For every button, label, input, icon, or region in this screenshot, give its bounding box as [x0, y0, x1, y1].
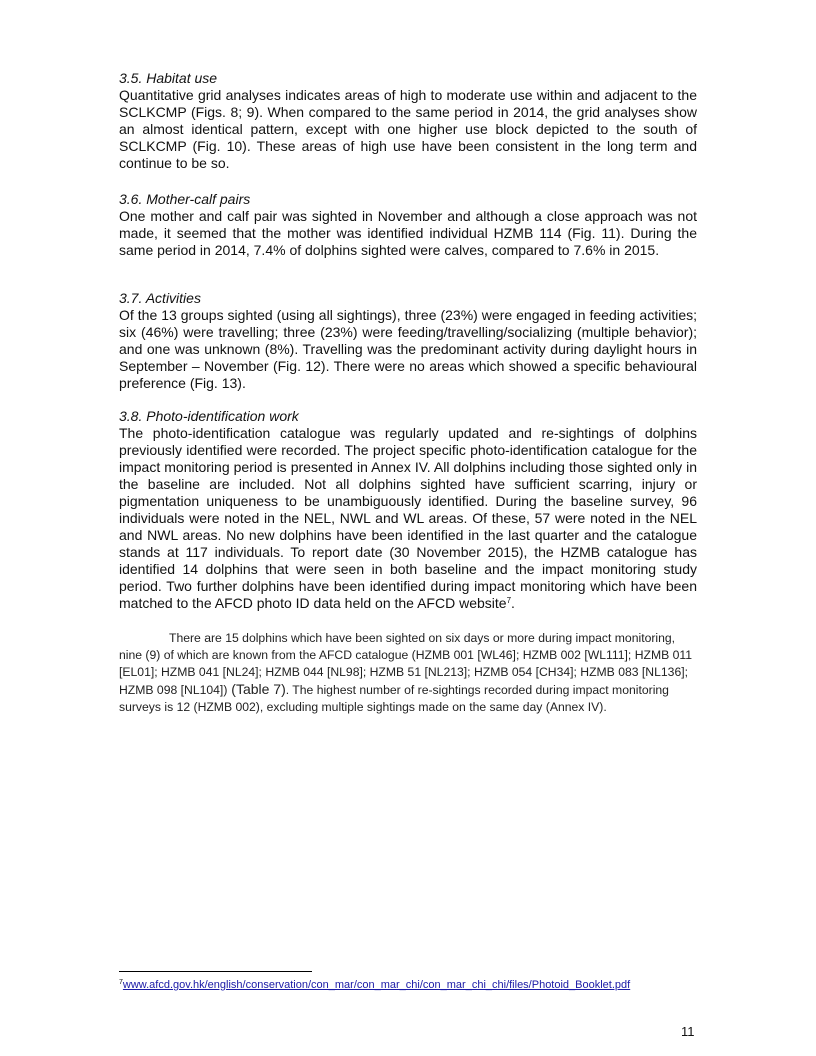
section-body: Quantitative grid analyses indicates areas of high to moderate use within and adjacent to the SCLKCMP (Figs. 8; 9). When compared to the same period in 2014, the grid analyses show an almost identical pattern, except with one higher use block depicted to the south of SCLKCMP (Fig. 10). These areas of high use have been consistent in the long term and continue to be so.	[119, 87, 697, 171]
section-body-end: .	[511, 595, 515, 611]
page-number: 11	[681, 1024, 695, 1039]
section-heading: 3.5. Habitat use	[119, 70, 218, 86]
section-mother-calf-pairs	[119, 191, 697, 259]
footnote	[119, 978, 719, 992]
footnote-divider	[119, 971, 312, 972]
section-activities	[119, 290, 697, 392]
section-body	[119, 425, 697, 612]
footnote-link[interactable]: www.afcd.gov.hk/english/conservation/con_mar/con_mar_chi/con_mar_chi_chi/files/Photoid_Booklet.pdf	[122, 979, 631, 991]
footnote-reference[interactable]: 7	[506, 596, 512, 605]
section-body: Of the 13 groups sighted (using all sightings), three (23%) were engaged in feeding activities; six (46%) were travelling; three (23%) were feeding/travelling/socializing (multiple behavior); and one was unknown (8%). Travelling was the predominant activity during daylight hours in September – November (Fig. 12). There were no areas which showed a specific behavioural preference (Fig. 13).	[119, 307, 697, 391]
photo-id-continuation	[119, 630, 697, 716]
section-heading: 3.7. Activities	[119, 290, 201, 306]
continuation-text-part2: . The highest number of re-sightings recorded during impact monitoring surveys is 12 (HZMB 002), excluding multiple sightings made on the same day (Annex IV).	[119, 683, 669, 714]
section-photo-identification	[119, 408, 697, 612]
section-heading: 3.6. Mother-calf pairs	[119, 191, 251, 207]
section-heading: 3.8. Photo-identification work	[119, 408, 299, 424]
continuation-paragraph	[119, 630, 697, 716]
continuation-text-part1: There are 15 dolphins which have been sighted on six days or more during impact monitoring, nine (9) of which are known from the AFCD catalogue (HZMB 001 [WL46]; HZMB 002 [WL111]; HZMB 011 [EL01]; HZMB 041 [NL24]; HZMB 044 [NL98]; HZMB 51 [NL213]; HZMB 054 [CH34]; HZMB 083 [NL136]; HZMB 098 [NL104])	[119, 631, 693, 697]
section-habitat-use	[119, 70, 697, 172]
footnote-number: 7	[119, 979, 123, 986]
section-body: One mother and calf pair was sighted in November and although a close approach was not made, it seemed that the mother was identified individual HZMB 114 (Fig. 11). During the same period in 2014, 7.4% of dolphins sighted were calves, compared to 7.6% in 2015.	[119, 208, 697, 258]
section-body-text: The photo-identification catalogue was regularly updated and re-sightings of dolphins previously identified were recorded. The project specific photo-identification catalogue for the impact monitoring period is presented in Annex IV. All dolphins including those sighted only in the baseline are included. Not all dolphins sighted have sufficient scarring, injury or pigmentation uniqueness to be unambiguously identified. During the baseline survey, 96 individuals were noted in the NEL, NWL and WL areas. Of these, 57 were noted in the NEL and NWL areas. No new dolphins have been identified in the last quarter and the catalogue stands at 117 individuals. To report date (30 November 2015), the HZMB catalogue has identified 14 dolphins that were seen in both baseline and the impact monitoring study period. Two further dolphins have been identified during impact monitoring which have been matched to the AFCD photo ID data held on the AFCD website	[119, 425, 697, 611]
table-reference: (Table 7)	[227, 681, 286, 697]
